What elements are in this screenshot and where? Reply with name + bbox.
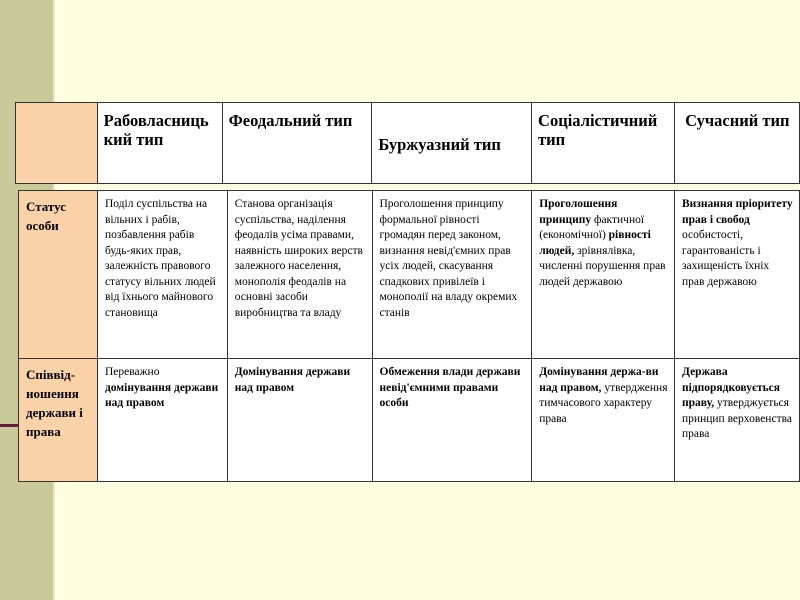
header-table [15, 102, 800, 184]
header-label: Буржуазний тип [378, 135, 501, 154]
accent-line [0, 424, 18, 427]
cell-text: зрівнялівка, численні порушення прав людей державою [539, 244, 666, 288]
header-label: Сучасний тип [680, 111, 790, 130]
table-cell [227, 191, 372, 359]
table-cell [227, 359, 372, 482]
comparison-table [18, 190, 800, 482]
cell-text: Станова організація суспільства, наділення феодалів усіма правами, наявність широких верств залежного населення, монополія феодалів на основні засоби виробництва та владу [234, 198, 363, 319]
header-socialist-type [532, 103, 675, 184]
table-cell [97, 191, 227, 359]
table-cell [532, 191, 675, 359]
header-corner-cell [16, 103, 98, 184]
header-row [16, 103, 800, 184]
cell-text-bold: Обмеження влади держави невід'ємними правами особи [379, 366, 521, 409]
cell-text: утвердження тимчасового характеру права [539, 381, 668, 425]
cell-text: фактичної (економічної) [539, 213, 645, 241]
cell-text-bold: Проголошення принципу [539, 198, 618, 226]
header-slave-owning-type [97, 103, 222, 184]
table-cell [675, 191, 800, 359]
cell-text-bold: Держава підпорядковується праву, [682, 366, 780, 409]
cell-text-bold: Визнання пріоритету прав і свобод [682, 198, 793, 226]
cell-text: Поділ суспільства на вільних і рабів, позбавлення рабів будь-яких прав, залежність правового статусу вільних людей від їхнього майнового становища [104, 198, 216, 319]
row-label-person-status [19, 191, 98, 359]
row-label: Співвід-ношення держави і права [26, 367, 83, 439]
cell-text-bold: Домінування держа-ви над правом, [539, 366, 659, 394]
row-label: Статус особи [26, 199, 67, 233]
header-label: Феодальний тип [228, 111, 353, 130]
table-cell [372, 359, 532, 482]
cell-text-bold: рівності людей, [539, 229, 651, 257]
cell-text-bold: домінування держави над правом [104, 381, 219, 409]
cell-text: Переважно [104, 366, 160, 378]
table-row [19, 359, 800, 482]
cell-text-bold: Домінування держави над правом [234, 366, 351, 394]
header-label: Соціалістичний тип [538, 111, 658, 149]
header-bourgeois-type [372, 103, 532, 184]
row-label-state-law-relation [19, 359, 98, 482]
header-feudal-type [222, 103, 372, 184]
cell-text: Проголошення принципу формальної рівності громадян перед законом, визнання невід'ємних прав усіх людей, скасування спадкових привілеїв і монополії на владу окремих станів [379, 198, 518, 319]
table-cell [97, 359, 227, 482]
cell-text: утверджується принцип верховенства права [682, 397, 792, 440]
header-modern-type [674, 103, 799, 184]
header-label: Рабовласниць кий тип [103, 111, 209, 149]
table-cell [372, 191, 532, 359]
table-row [19, 191, 800, 359]
table-cell [675, 359, 800, 482]
cell-text: особистості, гарантованість і захищеність їхніх прав державою [682, 229, 770, 288]
table-cell [532, 359, 675, 482]
